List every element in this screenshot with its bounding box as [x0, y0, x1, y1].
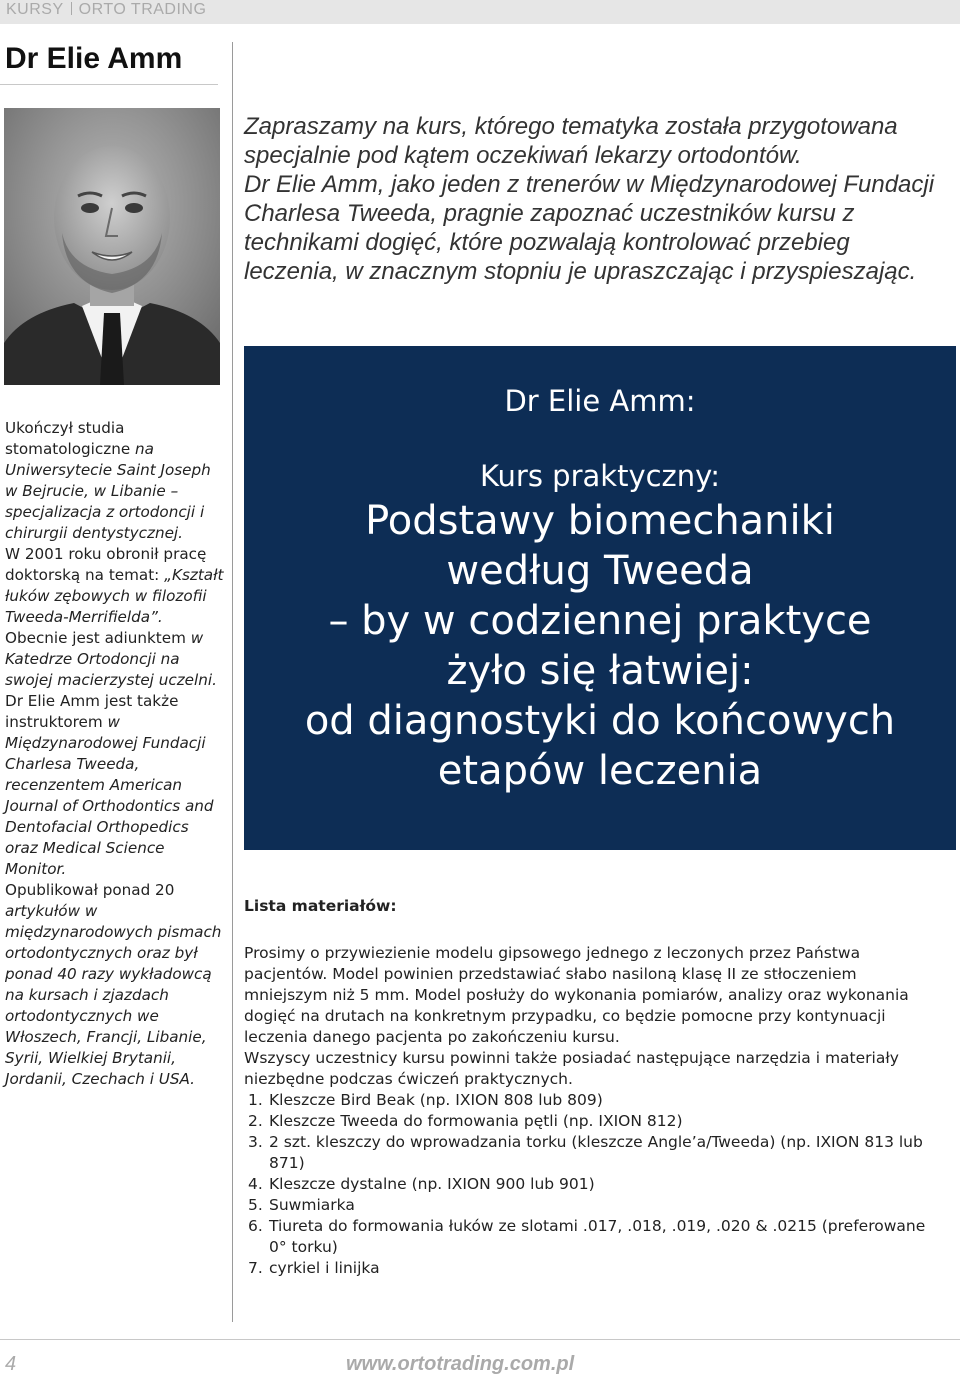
list-item: [244, 1216, 944, 1258]
list-item-number: 5.: [248, 1196, 263, 1214]
list-item: [244, 1195, 944, 1216]
list-item-text: Kleszcze dystalne (np. IXION 900 lub 901): [269, 1175, 595, 1193]
section-label: KURSY: [6, 1, 64, 18]
course-title-line: etapów leczenia: [437, 748, 763, 794]
course-title-line: Podstawy biomechaniki: [365, 498, 835, 544]
bio-lead: W 2001 roku obronił pracę doktorską na temat:: [5, 545, 207, 584]
bio-rest: na Uniwersytecie Saint Joseph w Bejrucie, w Libanie – specjalizacja z ortodoncji i chirurgii dentystycznej.: [5, 440, 211, 542]
bio-rest: artykułów w międzynarodowych pismach ortodontycznych oraz był ponad 40 razy wykładowcą na kursach i zjazdach ortodontycznych we Włoszech, Francji, Libanie, Syrii, Wielkiej Brytanii, Jordanii, Czechach i USA.: [5, 902, 222, 1088]
bio-paragraph: [5, 418, 225, 544]
list-item-number: 7.: [248, 1259, 263, 1277]
course-banner: [244, 346, 956, 850]
top-bar: [0, 0, 960, 24]
course-author: Dr Elie Amm:: [504, 384, 696, 418]
list-item-text: cyrkiel i linijka: [269, 1259, 380, 1277]
bio-paragraph: [5, 544, 225, 628]
list-item-text: Kleszcze Bird Beak (np. IXION 808 lub 809): [269, 1091, 603, 1109]
list-item-number: 6.: [248, 1217, 263, 1235]
list-item: [244, 1258, 944, 1279]
intro-paragraph: Dr Elie Amm, jako jeden z trenerów w Międzynarodowej Fundacji Charlesa Tweeda, pragnie zapoznać uczestników kursu z technikami dogięć, które pozwalają kontrolować przebieg leczenia, w znacznym stopniu je upraszczając i przyspieszając.: [244, 171, 935, 285]
materials-paragraph: Prosimy o przywiezienie modelu gipsowego jednego z leczonych przez Państwa pacjentów. Model powinien przedstawiać słabo nasiloną klasę II ze stłoczeniem mniejszym niż 5 mm. Model posłuży do wykonania pomiarów, analizy oraz wykonania dogięć na drutach na konkretnym przypadku, co będzie pomocne przy kontynuacji leczenia danego pacjenta po zakończeniu kursu.: [244, 944, 909, 1046]
list-item-text: 2 szt. kleszczy do wprowadzania torku (kleszcze Angle’a/Tweeda) (np. IXION 813 lub 871): [269, 1133, 923, 1172]
materials-heading: Lista materiałów:: [244, 897, 397, 915]
materials-list: [244, 1090, 944, 1279]
materials-paragraph: Wszyscy uczestnicy kursu powinni także posiadać następujące narzędzia i materiały niezbędne podczas ćwiczeń praktycznych.: [244, 1049, 899, 1088]
list-item-text: Suwmiarka: [269, 1196, 355, 1214]
list-item: [244, 1132, 944, 1174]
list-item: [244, 1174, 944, 1195]
list-item-number: 3.: [248, 1133, 263, 1151]
list-item: [244, 1111, 944, 1132]
intro-text: [244, 112, 944, 286]
course-title: [244, 496, 956, 796]
title-underline: [0, 84, 218, 85]
column-divider: [232, 42, 233, 1322]
course-title-line: żyło się łatwiej:: [446, 648, 754, 694]
bio-paragraph: [5, 628, 225, 691]
author-photo: [4, 108, 220, 385]
breadcrumb-separator: [71, 2, 72, 15]
breadcrumb: [6, 0, 206, 22]
bio-rest: „Kształt łuków zębowych w filozofii Tweeda-Merrifielda”.: [5, 566, 224, 626]
author-bio: [5, 418, 225, 1090]
list-item-number: 2.: [248, 1112, 263, 1130]
course-type: Kurs praktyczny:: [479, 459, 720, 493]
page-title: Dr Elie Amm: [5, 42, 183, 75]
bio-paragraph: [5, 691, 225, 880]
course-title-line: – by w codziennej praktyce: [328, 598, 872, 644]
author-portrait-image: [4, 108, 220, 385]
list-item-text: Kleszcze Tweeda do formowania pętli (np. IXION 812): [269, 1112, 683, 1130]
footer-divider: [0, 1339, 960, 1340]
list-item-number: 1.: [248, 1091, 263, 1109]
list-item: [244, 1090, 944, 1111]
bio-lead: Opublikował ponad 20: [5, 881, 175, 899]
page-number: 4: [5, 1353, 17, 1375]
list-item-number: 4.: [248, 1175, 263, 1193]
bio-lead: Obecnie jest adiunktem: [5, 629, 186, 647]
website-link[interactable]: www.ortotrading.com.pl: [346, 1353, 575, 1375]
course-title-line: według Tweeda: [446, 548, 754, 594]
materials-section: [244, 896, 944, 1279]
bio-rest: w Katedrze Ortodoncji na swojej macierzystej uczelni.: [5, 629, 217, 689]
brand-label: ORTO TRADING: [78, 1, 207, 18]
bio-paragraph: [5, 880, 225, 1090]
list-item-text: Tiureta do formowania łuków ze slotami .017, .018, .019, .020 & .0215 (preferowane 0° torku): [269, 1217, 926, 1256]
course-title-line: od diagnostyki do końcowych: [304, 698, 896, 744]
intro-paragraph: Zapraszamy na kurs, którego tematyka została przygotowana specjalnie pod kątem oczekiwań lekarzy ortodontów.: [244, 113, 898, 169]
bio-rest: w Międzynarodowej Fundacji Charlesa Tweeda, recenzentem American Journal of Orthodontics and Dentofacial Orthopedics oraz Medical Science Monitor.: [5, 713, 214, 878]
bio-lead: Ukończył studia stomatologiczne: [5, 419, 131, 458]
bio-lead: Dr Elie Amm jest także instruktorem: [5, 692, 179, 731]
